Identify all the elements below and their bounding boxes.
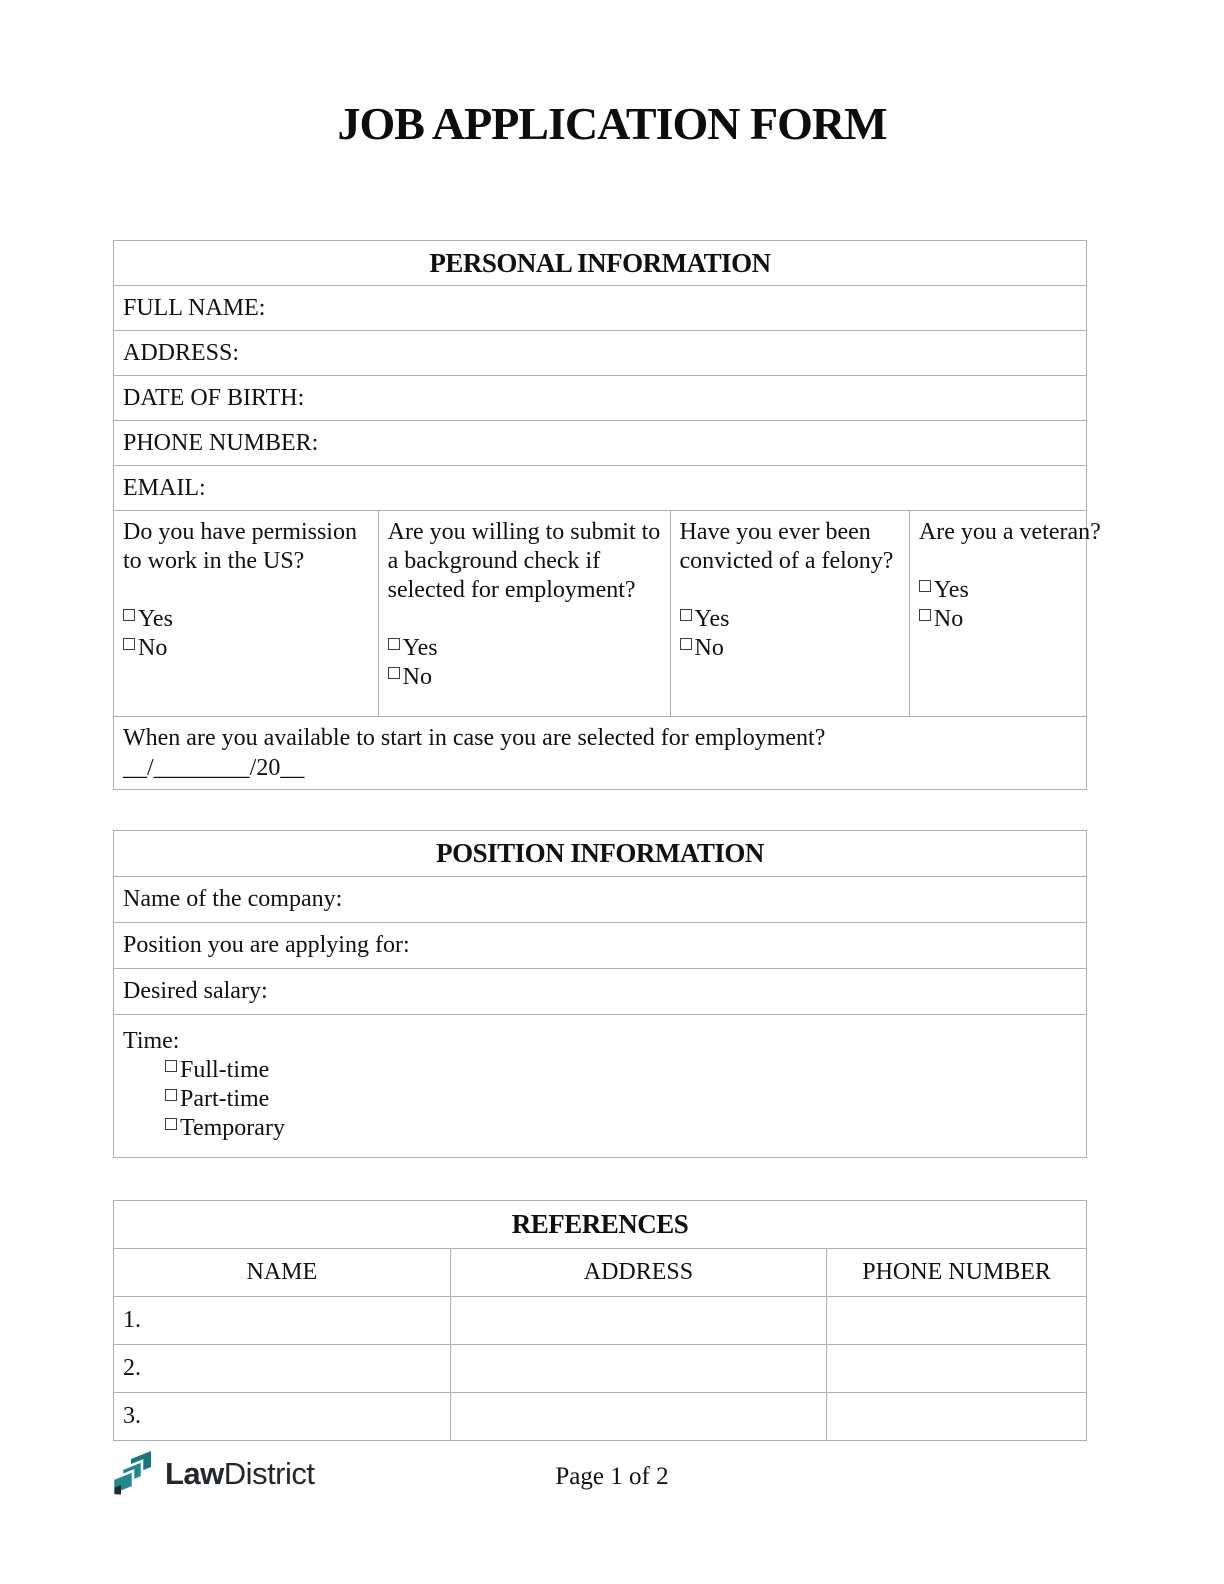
position-applied-label: Position you are applying for: — [123, 932, 410, 958]
references-table — [113, 1200, 1087, 1441]
time-cell — [114, 1015, 1087, 1158]
table-row — [114, 1345, 1087, 1393]
address-field[interactable] — [114, 331, 1087, 376]
table-row — [114, 1393, 1087, 1441]
date-of-birth-label: DATE OF BIRTH: — [123, 384, 305, 411]
reference-2-phone-cell[interactable] — [827, 1345, 1087, 1393]
checkbox-label: No — [694, 635, 724, 661]
email-field[interactable] — [114, 466, 1087, 511]
reference-2-address-cell[interactable] — [450, 1345, 827, 1393]
address-label: ADDRESS: — [123, 339, 240, 366]
work-permission-question-cell — [114, 511, 379, 717]
checkbox-label: Part-time — [180, 1086, 270, 1112]
brand-district-text: District — [223, 1456, 315, 1491]
veteran-question: Are you a veteran? — [918, 519, 1101, 545]
position-information-table — [113, 830, 1087, 1158]
felony-question: Have you ever been convicted of a felony? — [679, 519, 894, 574]
desired-salary-field[interactable] — [114, 969, 1087, 1015]
full-name-label: FULL NAME: — [123, 294, 266, 321]
brand-law-text: Law — [165, 1456, 224, 1491]
company-name-field[interactable] — [114, 877, 1087, 923]
work-permission-question: Do you have permission to work in the US? — [123, 519, 357, 574]
checkbox-label: Yes — [694, 606, 730, 632]
checkbox-label: Yes — [402, 635, 438, 661]
checkbox-label: Yes — [933, 577, 969, 603]
checkbox-label: No — [402, 664, 432, 690]
felony-question-cell — [670, 511, 909, 717]
availability-date-blank[interactable]: __/________/20__ — [123, 755, 305, 781]
reference-3-address-cell[interactable] — [450, 1393, 827, 1441]
checkbox-label: Temporary — [180, 1115, 285, 1141]
section-header-personal: PERSONAL INFORMATION — [114, 241, 1087, 286]
company-name-label: Name of the company: — [123, 886, 343, 912]
veteran-question-cell — [909, 511, 1101, 717]
veteran-no-checkbox[interactable] — [919, 609, 931, 621]
background-check-yes-checkbox[interactable] — [388, 638, 400, 650]
work-permission-no-checkbox[interactable] — [123, 638, 135, 650]
date-of-birth-field[interactable] — [114, 376, 1087, 421]
full-time-checkbox[interactable] — [165, 1060, 177, 1072]
row-number: 2. — [123, 1355, 141, 1381]
personal-information-table — [113, 240, 1101, 790]
background-check-question: Are you willing to submit to a background check if selected for employment? — [387, 519, 661, 603]
full-name-field[interactable] — [114, 286, 1087, 331]
checkbox-label: Full-time — [180, 1057, 270, 1083]
table-row — [114, 1297, 1087, 1345]
phone-number-field[interactable] — [114, 421, 1087, 466]
reference-1-name-cell[interactable] — [114, 1297, 451, 1345]
temporary-checkbox[interactable] — [165, 1118, 177, 1130]
page-title: JOB APPLICATION FORM — [337, 98, 887, 149]
work-permission-yes-checkbox[interactable] — [123, 609, 135, 621]
page-number: Page 1 of 2 — [555, 1463, 669, 1490]
background-check-question-cell — [378, 511, 670, 717]
section-header-references: REFERENCES — [114, 1201, 1087, 1249]
references-address-column-header: ADDRESS — [450, 1249, 827, 1297]
background-check-no-checkbox[interactable] — [388, 667, 400, 679]
availability-cell[interactable] — [114, 717, 1087, 790]
time-label: Time: — [123, 1028, 180, 1054]
references-name-column-header: NAME — [114, 1249, 451, 1297]
veteran-yes-checkbox[interactable] — [919, 580, 931, 592]
row-number: 1. — [123, 1307, 141, 1333]
row-number: 3. — [123, 1403, 141, 1429]
email-label: EMAIL: — [123, 474, 206, 501]
section-header-position: POSITION INFORMATION — [114, 831, 1087, 877]
reference-3-phone-cell[interactable] — [827, 1393, 1087, 1441]
part-time-checkbox[interactable] — [165, 1089, 177, 1101]
felony-yes-checkbox[interactable] — [680, 609, 692, 621]
reference-1-address-cell[interactable] — [450, 1297, 827, 1345]
reference-3-name-cell[interactable] — [114, 1393, 451, 1441]
checkbox-label: No — [138, 635, 168, 661]
phone-number-label: PHONE NUMBER: — [123, 429, 319, 456]
checkbox-label: No — [933, 606, 964, 632]
position-applied-field[interactable] — [114, 923, 1087, 969]
checkbox-label: Yes — [138, 606, 173, 632]
reference-2-name-cell[interactable] — [114, 1345, 451, 1393]
desired-salary-label: Desired salary: — [123, 978, 268, 1004]
reference-1-phone-cell[interactable] — [827, 1297, 1087, 1345]
references-phone-column-header: PHONE NUMBER — [827, 1249, 1087, 1297]
availability-question: When are you available to start in case you are selected for employment? — [123, 725, 826, 751]
felony-no-checkbox[interactable] — [680, 638, 692, 650]
